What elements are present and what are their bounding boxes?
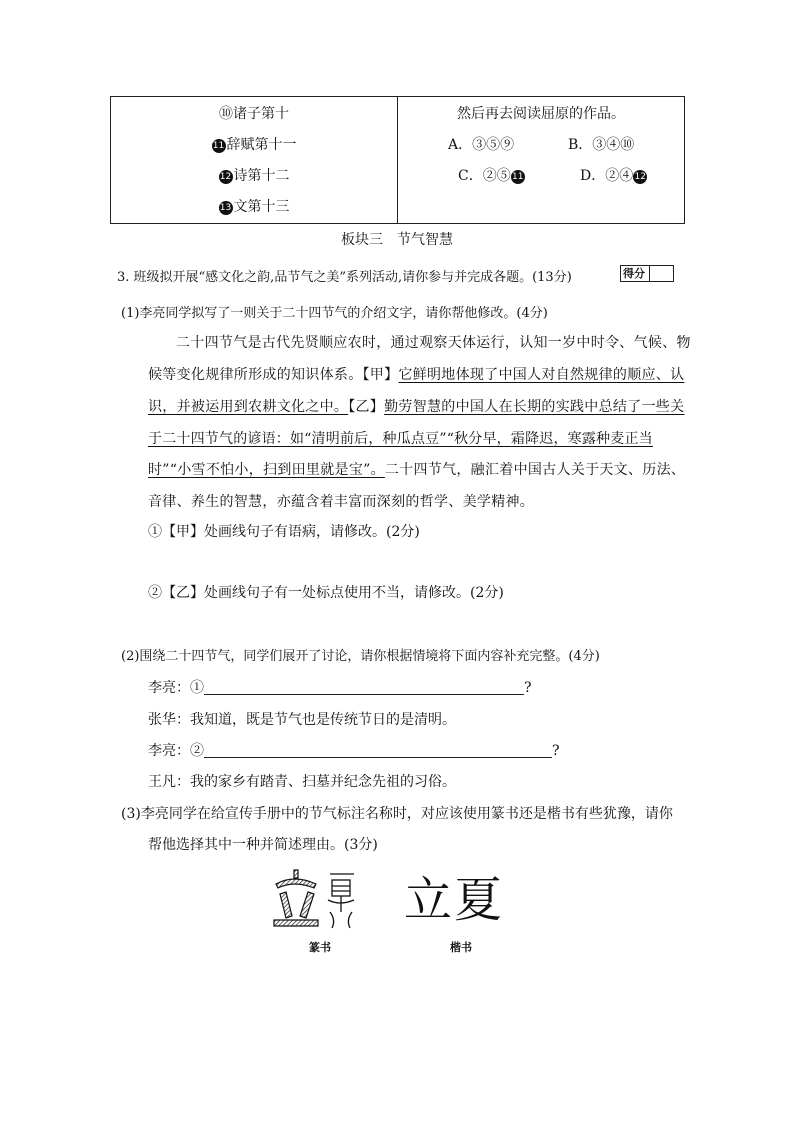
list-item: ⑩诸子第十 [219,106,289,122]
part1-title: (1)李亮同学拟写了一则关于二十四节气的介绍文字，请你帮他修改。(4分) [121,306,548,321]
passage-line: 音律、养生的智慧，亦蕴含着丰富而深刻的哲学、美学精神。 [148,494,535,510]
options-row-1 [398,130,684,161]
dialog-line: 王凡：我的家乡有踏青、扫墓并纪念先祖的习俗。 [148,774,456,790]
dialog-line: 李亮：① ? [148,680,532,696]
part3-title: (3)李亮同学在给宣传手册中的节气标注名称时，对应该使用篆书还是楷书有些犹豫，请你 [121,806,673,822]
dialog-line: 张华：我知道，既是节气也是传统节日的是清明。 [148,712,456,728]
option-a: A．③⑤⑨ [448,137,515,153]
part2-title: (2)围绕二十四节气，同学们展开了讨论，请你根据情境将下面内容补充完整。(4分) [121,649,600,664]
table-left-cell [111,97,398,224]
question-stem: 3. 班级拟开展“感文化之韵,品节气之美”系列活动,请你参与并完成各题。(13分) [117,270,572,285]
list-item: 12 诗第十二 [219,168,290,184]
dialog-line: 李亮：② ? [148,743,560,759]
seal-caption: 篆书 [309,941,331,954]
list-item: 11 辞赋第十一 [212,137,297,153]
option-d: D．②④12 [580,168,646,184]
option-c: C．②⑤11 [458,168,524,184]
regular-script-text: 立夏 [404,872,505,928]
option-b: B．③④⑩ [568,137,635,153]
passage-line: 候等变化规律所形成的知识体系。【甲】它鲜明地体现了中国人对自然规律的顺应、认 [148,367,685,383]
sub-question-2: ②【乙】处画线句子有一处标点使用不当，请修改。(2分) [148,585,504,601]
regular-caption: 楷书 [450,941,472,954]
part3-title-cont: 帮他选择其中一种并简述理由。(3分) [148,837,378,853]
list-item: 13 文第十三 [219,199,290,215]
passage-line: 于二十四节气的谚语：如“清明前后，种瓜点豆”“秋分早，霜降迟，寒露种麦正当 [148,431,653,447]
passage-line: 识，并被运用到农耕文化之中。【乙】勤劳智慧的中国人在长期的实践中总结了一些关 [148,399,685,415]
right-line: 然后再去阅读屈原的作品。 [457,106,625,122]
score-box: 得分 [620,265,674,282]
answer-blank-1[interactable] [204,678,524,695]
table-right-cell [398,97,685,224]
sub-question-1: ①【甲】处画线句子有语病，请修改。(2分) [148,524,420,540]
passage-line: 二十四节气是古代先贤顺应农时，通过观察天体运行，认知一岁中时令、气候、物 [176,335,691,351]
options-row-2 [398,161,684,192]
passage-line: 时”“小雪不怕小，扫到田里就是宝”。二十四节气，融汇着中国古人关于天文、历法、 [148,462,686,478]
seal-script-image [270,866,370,934]
answer-blank-2[interactable] [204,741,552,758]
section-title: 板块三 节气智慧 [341,232,453,248]
options-table [110,96,685,224]
